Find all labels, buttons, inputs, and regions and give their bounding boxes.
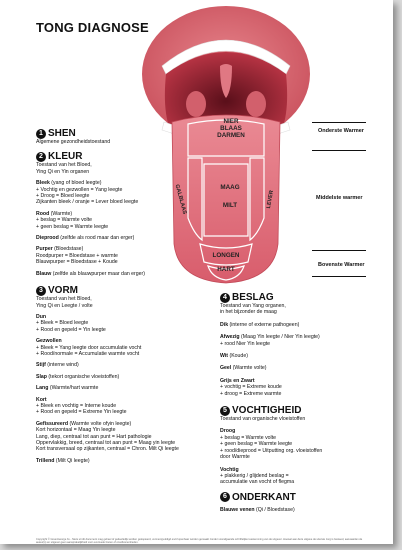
section-kleur	[36, 151, 186, 277]
item-line: Kort horizontaal = Maag Yin leegte	[36, 427, 116, 434]
section-vorm	[36, 285, 186, 464]
section-number: 6	[220, 492, 230, 502]
section-title: VORM	[48, 285, 78, 297]
section-line: Ying Qi en Leegte / volte	[36, 302, 93, 309]
label-kidney-bladder-intestines: NIER BLAAS DARMEN	[217, 118, 245, 139]
item-line: + geen beslag = Warmte leegte	[220, 441, 293, 448]
label-spleen: MILT	[222, 202, 238, 209]
list-item	[220, 378, 380, 397]
item-line: door Warmte	[220, 454, 250, 461]
copyright-footer: Copyright © GreenGeorge bv - Niets uit dit document mag geheel of gedeeltelijk worden gekopieerd, vermenigvuldigd en/of openbaar worden gemaakt zonder voorafgaande schriftelijke toestemming van de uitgever. Hoewel aan deze uitgave de uiterste zorg is besteed, aanvaarden de auteur(s) en uitgever geen aansprakelijkheid voor eventuele fouten of onvolkomenheden.	[36, 538, 363, 544]
zone-divider-2	[312, 250, 366, 251]
item-note: (interne of externe pathogeen)	[228, 321, 300, 328]
item-line: + Droog = Bloed leegte	[36, 193, 90, 200]
list-item	[36, 314, 186, 333]
item-line: + plakkerig / glijdend beslag =	[220, 472, 289, 479]
section-line: in het bijzonder de maag	[220, 309, 277, 316]
item-note: (Milt Qi leegte)	[54, 457, 90, 464]
section-title: KLEUR	[48, 151, 83, 163]
list-item	[220, 467, 380, 486]
section-number: 1	[36, 129, 46, 139]
item-note: (Qi / Bloedstase)	[254, 506, 295, 513]
section-title: ONDERKANT	[232, 491, 296, 503]
item-line: + vochtig = Extreme koude	[220, 384, 282, 391]
section-beslag	[220, 292, 380, 397]
item-line: Oppervlakkig, breed, centraal tot aan punt = Maag yin leegte	[36, 440, 176, 446]
item-head: Droog	[220, 428, 236, 435]
section-number: 3	[36, 286, 46, 296]
item-head: Stijf	[36, 362, 46, 369]
item-head: Afwezig	[220, 334, 240, 341]
item-note: (Warmte/hart warmte	[48, 385, 99, 392]
item-line: + geen beslag = Warmte leegte	[36, 223, 109, 230]
item-line: + droog = Extreme warmte	[220, 390, 282, 397]
list-item	[220, 353, 380, 359]
item-note: (zelfde als rood maar dan erger)	[58, 235, 135, 242]
section-number: 5	[220, 406, 230, 416]
item-head: Bleek	[36, 180, 50, 187]
section-number: 4	[220, 293, 230, 303]
list-item	[36, 246, 186, 265]
section-line: Toestand van Yang organen,	[220, 303, 286, 309]
item-head: Blauw	[36, 270, 52, 277]
item-head: Purper	[36, 246, 53, 253]
tonsil-left	[186, 91, 206, 117]
item-line: Zijkanten bleek / oranje = Lever bloed leegte	[36, 199, 139, 206]
item-note: (Warmte)	[49, 210, 73, 217]
item-head: Dun	[36, 313, 47, 320]
item-line: + beslag = Warmte volte	[36, 217, 93, 224]
item-head: Dik	[220, 321, 229, 328]
item-note: (Koude)	[228, 353, 248, 360]
zone-lower-burner: Onderste Warmer	[318, 128, 364, 134]
list-item	[36, 211, 186, 230]
item-head: Trillend	[36, 457, 55, 464]
item-head: Rood	[36, 210, 50, 217]
list-item	[36, 338, 186, 357]
label-stomach: MAAG	[220, 184, 240, 191]
item-line: + Rood en gepeld = Yin leegte	[36, 326, 106, 333]
left-column	[36, 128, 186, 464]
section-line: Toestand van organische vloeistoffen	[220, 416, 306, 423]
zone-divider-top	[312, 122, 366, 123]
item-note: (Warmte volte)	[231, 365, 267, 372]
item-head: Lang	[36, 385, 49, 392]
section-title: SHEN	[48, 128, 76, 139]
section-title: BESLAG	[232, 292, 274, 303]
label-lungs: LONGEN	[212, 252, 240, 259]
list-item	[220, 322, 380, 328]
item-line: Lang, diep, centraal tot aan punt = Hart pathologie	[36, 433, 152, 440]
item-head: Wit	[220, 353, 229, 360]
list-item	[36, 235, 186, 241]
item-line: + Bleek = Yang leegte door accumulatie vocht	[36, 344, 142, 351]
item-head: Geel	[220, 365, 232, 372]
tonsil-right	[246, 91, 266, 117]
list-item	[36, 385, 186, 391]
item-line: + beslag = Warmte volte	[220, 434, 277, 441]
section-line: Toestand van het Bloed,	[36, 162, 92, 169]
zone-middle-burner: Middelste warmer	[316, 195, 363, 201]
item-line: Blauwpurper = Bloedstase + Koude	[36, 259, 118, 266]
section-title: VOCHTIGHEID	[232, 405, 302, 417]
label-liver: LEVER	[265, 189, 276, 209]
section-onderkant	[220, 492, 380, 513]
section-number: 2	[36, 152, 46, 162]
list-item	[220, 507, 380, 513]
item-head: Gefissureerd	[36, 420, 69, 427]
item-note: (interne wind)	[45, 362, 79, 369]
item-head: Grijs en Zwart	[220, 377, 255, 384]
item-note: (Bloedstase)	[52, 246, 84, 253]
section-line: Algemene gezondheidstoestand	[36, 139, 111, 145]
list-item	[220, 365, 380, 371]
item-note: (Maag Yin leegte / Nier Yin leegte)	[239, 334, 320, 341]
zone-divider-1	[312, 150, 366, 151]
item-line: Roodpurper = Bloedstase + warmte	[36, 252, 118, 259]
list-item	[36, 180, 186, 206]
item-line: + rood/dieprood = Uitputting org. vloeistoffen	[220, 447, 323, 454]
item-line: + rood Nier Yin leegte	[220, 340, 271, 347]
item-line: Kort transversaal op zijkanten, centraal = Chron. Milt Qi leegte	[36, 446, 179, 453]
label-heart: HART	[217, 266, 235, 273]
item-head: Dieprood	[36, 235, 59, 242]
item-head: Kort	[36, 396, 47, 403]
item-line: + Bleek = Bloed leegte	[36, 320, 89, 327]
list-item	[220, 428, 380, 460]
section-line: Ying Qi en Yin organen	[36, 168, 90, 175]
item-note: (Warmte volte ofyin leegte)	[68, 420, 132, 427]
zone-upper-burner: Bovenste Warmer	[318, 262, 365, 268]
item-line: accumulatie van vocht of flegma	[220, 479, 295, 486]
item-head: Gezwollen	[36, 338, 62, 345]
zone-divider-bottom	[312, 276, 366, 277]
item-line: + Rood en gepeld = Extreme Yin leegte	[36, 409, 127, 416]
section-shen	[36, 128, 186, 145]
item-head: Blauwe venen	[220, 506, 255, 513]
list-item	[36, 362, 186, 368]
item-note: (yang of bloed leegte)	[49, 180, 102, 187]
right-column	[220, 292, 380, 513]
list-item	[36, 271, 186, 277]
item-head: Vochtig	[220, 466, 239, 473]
list-item	[36, 397, 186, 416]
item-line: + Rood/normale = Accumulatie warmte vocht	[36, 350, 140, 357]
label-gallbladder: GALBLAAS	[173, 183, 188, 215]
item-note: (tekort organische vloeistoffen)	[46, 373, 120, 380]
section-vochtigheid	[220, 405, 380, 486]
section-line: Toestand van het Bloed,	[36, 296, 92, 303]
list-item	[36, 421, 186, 453]
list-item	[36, 374, 186, 380]
item-line: + Bleek en vochtig = Interne koude	[36, 402, 117, 409]
list-item	[220, 334, 380, 347]
item-note: (zelfde als blauwpurper maar dan erger)	[51, 270, 145, 277]
list-item	[36, 458, 186, 464]
page-title: TONG DIAGNOSE	[36, 20, 149, 35]
item-head: Slap	[36, 373, 47, 380]
item-line: + Vochtig en gezwollen = Yang leegte	[36, 186, 123, 193]
